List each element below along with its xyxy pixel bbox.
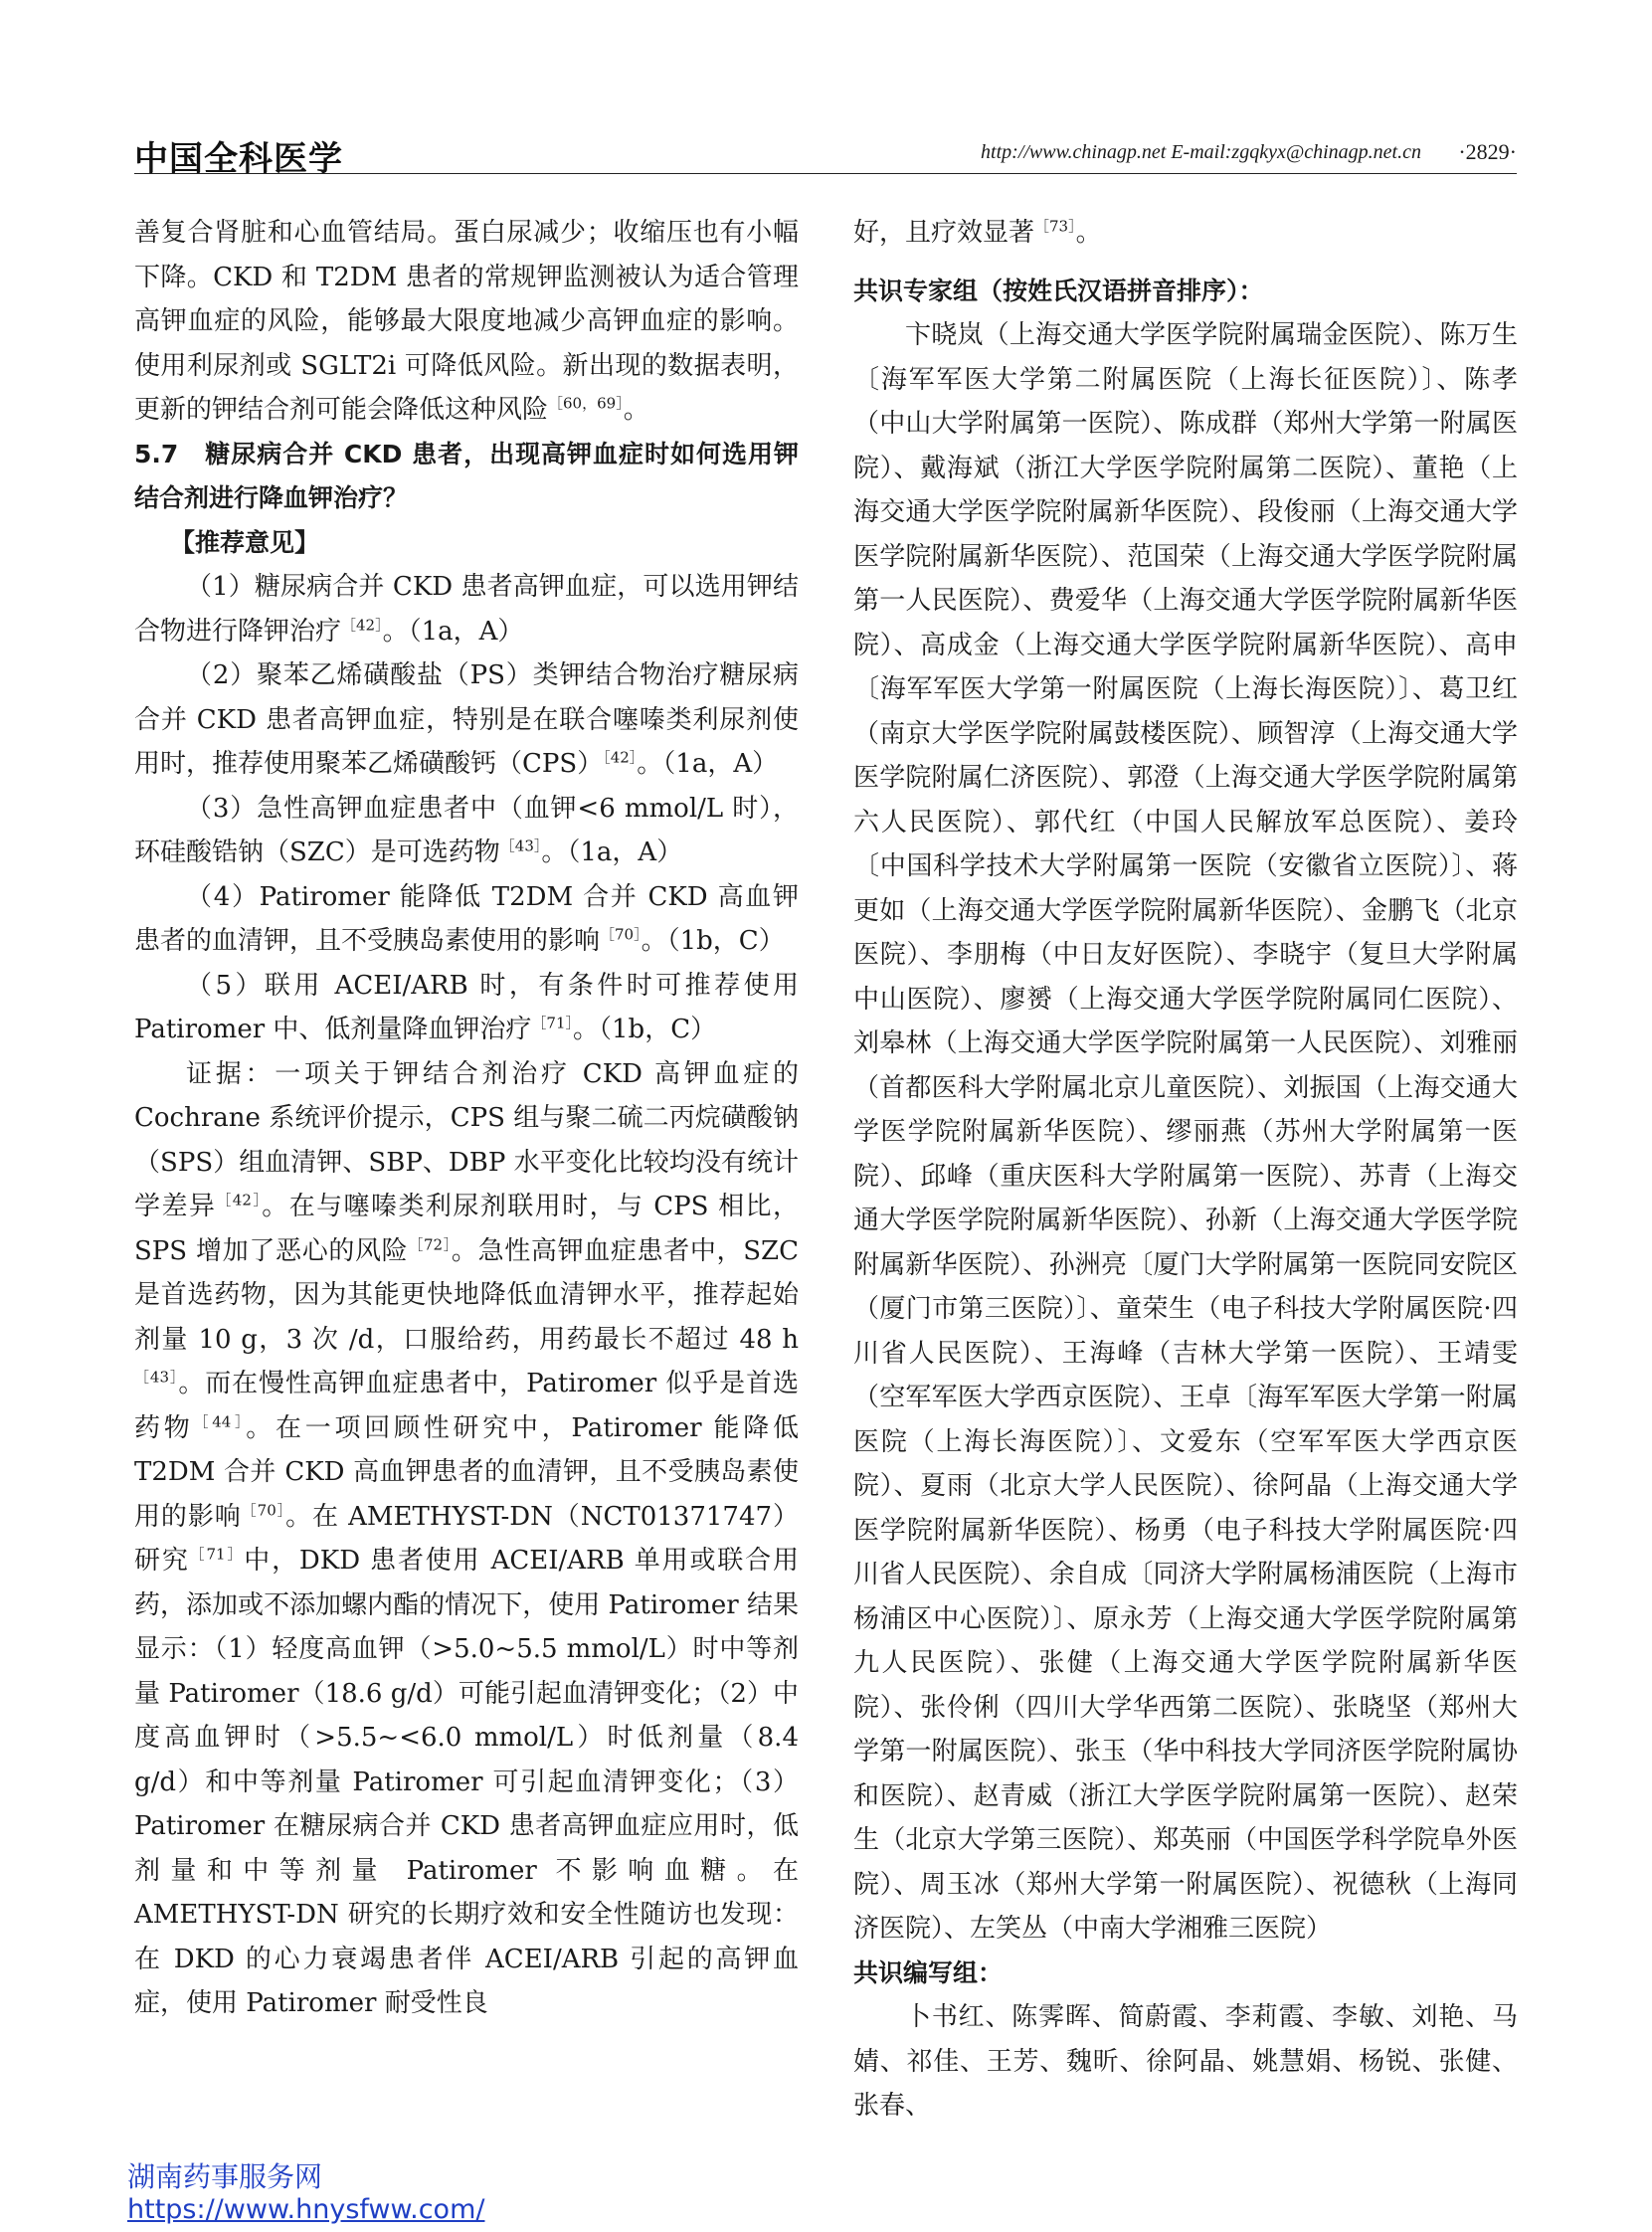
citation: ［71］ [531,1014,574,1032]
left-column [134,211,799,2026]
citation: ［70］ [241,1500,286,1519]
citation: ［44］ [193,1411,247,1430]
citation: ［73］ [1034,217,1076,236]
evidence-paragraph: 证据：一项关于钾结合剂治疗 CKD 高钾血症的 Cochrane 系统评价提示，CPS 组与聚二硫二丙烷磺酸钠（SPS）组血清钾、SBP、DBP 水平变化比较均没有统计学差异$^{[42]}$。在与噻嗪类利尿剂联用时，与 CPS 相比，SPS 增加了恶心的风险$^{[72]}$。急性高钾血症患者中，SZC 是首选药物，因为其能更快地降低血清钾水平，推荐起始剂量 10 g，3 次 /d，口服给药，用药最长不超过 48 $h^{[43]}$。而在慢性高钾血症患者中，Patiromer 似乎是首选药物$^{[44]}$。在一项回顾性研究中，Patiromer 能降低 T2DM 合并 CKD 高血钾患者的血清钾，且不受胰岛素使用的影响$^{[70]}$。在 AMETHYST-DN（NCT01371747）研究$^{[71]}$中，DKD 患者使用 ACEI/ARB 单用或联合用药，添加或不添加螺内酯的情况下，使用 Patiromer 结果显示：（1）轻度高血钾（>5.0~5.5 mmol/L）时中等剂量 Patiromer（18.6 g/d）可能引起血清钾变化；（2）中度高血钾时（>5.5~<6.0 mmol/L）时低剂量（8.4 g/d）和中等剂量 Patiromer 可引起血清钾变化；（3）Patiromer 在糖尿病合并 CKD 患者高钾血症应用时，低剂量和中等剂量 Patiromer 不影响血糖。在 AMETHYST-DN 研究的长期疗效和安全性随访也发现：在 DKD 的心力衰竭患者伴 ACEI/ARB 引起的高钾血症，使用 Patiromer 耐受性良 [134,1058,799,2018]
recommendation-3: （3）急性高钾血症患者中（血钾<6 mmol/L 时），环硅酸锆钠（SZC）是可选药物$^{[43]}$。（1a，A） [134,793,799,867]
citation: ［71］ [189,1545,245,1564]
spacer [853,256,1518,270]
writers-list: 卜书红、陈霁晖、简蔚霞、李莉霞、李敏、刘艳、马婧、祁佳、王芳、魏昕、徐阿晶、姚慧娟、杨锐、张健、张春、 [853,2002,1518,2121]
journal-title: 中国全科医学 [134,139,343,179]
paragraph-continued: 好，且疗效显著$^{[73]}$。 [853,217,1102,248]
citation: ［43］ [499,837,542,855]
recommendation-4: （4）Patiromer 能降低 T2DM 合并 CKD 高血钾患者的血清钾，且不受胰岛素使用的影响$^{[70]}$。（1b，C） [134,881,799,956]
page-header [134,127,1517,177]
watermark-site-name: 湖南药事服务网 [127,2160,323,2193]
citation: ［43］ [134,1368,179,1387]
writers-heading: 共识编写组： [853,1957,1004,1987]
header-rule [134,173,1517,174]
recommendation-2: （2）聚苯乙烯磺酸盐（PS）类钾结合物治疗糖尿病合并 CKD 患者高钾血症，特别是在联合噻嗪类利尿剂使用时，推荐使用聚苯乙烯磺酸钙（CPS）$^{[42]}$。（1a，A） [134,660,799,779]
watermark-footer [127,2160,484,2226]
recommendation-5: （5）联用 ACEI/ARB 时，有条件时可推荐使用 Patiromer 中、低剂量降血钾治疗$^{[71]}$。（1b，C） [134,970,799,1044]
journal-url-email: http://www.chinagp.net E-mail:zgqkyx@chinagp.net.cn [981,141,1421,163]
citation: ［42］ [341,615,383,634]
citation: ［42］ [216,1191,263,1209]
recommendation-heading: 【推荐意见】 [170,527,320,557]
section-heading-5-7: 5.7 糖尿病合并 CKD 患者，出现高钾血症时如何选用钾结合剂进行降血钾治疗？ [134,439,799,512]
page-number: ·2829· [1458,139,1517,164]
right-column [853,211,1518,2129]
experts-heading: 共识专家组（按姓氏汉语拼音排序）： [853,276,1264,305]
citation: ［42］ [603,748,638,767]
recommendation-1: （1）糖尿病合并 CKD 患者高钾血症，可以选用钾结合物进行降钾治疗$^{[42]}$。（1a，A） [134,572,799,647]
experts-list: 卞晓岚（上海交通大学医学院附属瑞金医院）、陈万生〔海军军医大学第二附属医院（上海长征医院）〕、陈孝（中山大学附属第一医院）、陈成群（郑州大学第一附属医院）、戴海斌（浙江大学医学院附属第二医院）、董艳（上海交通大学医学院附属新华医院）、段俊丽（上海交通大学医学院附属新华医院）、范国荣（上海交通大学医学院附属第一人民医院）、费爱华（上海交通大学医学院附属新华医院）、高成金（上海交通大学医学院附属新华医院）、高申〔海军军医大学第一附属医院（上海长海医院）〕、葛卫红（南京大学医学院附属鼓楼医院）、顾智淳（上海交通大学医学院附属仁济医院）、郭澄（上海交通大学医学院附属第六人民医院）、郭代红（中国人民解放军总医院）、姜玲〔中国科学技术大学附属第一医院（安徽省立医院）〕、蒋更如（上海交通大学医学院附属新华医院）、金鹏飞（北京医院）、李朋梅（中日友好医院）、李晓宇（复旦大学附属中山医院）、廖赟（上海交通大学医学院附属同仁医院）、刘皋林（上海交通大学医学院附属第一人民医院）、刘雅丽（首都医科大学附属北京儿童医院）、刘振国（上海交通大学医学院附属新华医院）、缪丽燕（苏州大学附属第一医院）、邱峰（重庆医科大学附属第一医院）、苏青（上海交通大学医学院附属新华医院）、孙新（上海交通大学医学院附属新华医院）、孙洲亮〔厦门大学附属第一医院同安院区（厦门市第三医院）〕、童荣生（电子科技大学附属医院·四川省人民医院）、王海峰（吉林大学第一医院）、王靖雯（空军军医大学西京医院）、王卓〔海军军医大学第一附属医院（上海长海医院）〕、文爱东（空军军医大学西京医院）、夏雨（北京大学人民医院）、徐阿晶（上海交通大学医学院附属新华医院）、杨勇（电子科技大学附属医院·四川省人民医院）、余自成〔同济大学附属杨浦医院（上海市杨浦区中心医院）〕、原永芳（上海交通大学医学院附属第九人民医院）、张健（上海交通大学医学院附属新华医院）、张伶俐（四川大学华西第二医院）、张晓坚（郑州大学第一附属医院）、张玉（华中科技大学同济医学院附属协和医院）、赵青威（浙江大学医学院附属第一医院）、赵荣生（北京大学第三医院）、郑英丽（中国医学科学院阜外医院）、周玉冰（郑州大学第一附属医院）、祝德秋（上海同济医院）、左笑丛（中南大学湘雅三医院） [853,320,1518,1944]
citation: ［72］ [408,1234,452,1253]
paragraph-continued: 善复合肾脏和心血管结局。蛋白尿减少；收缩压也有小幅下降。CKD 和 T2DM 患者的常规钾监测被认为适合管理高钾血症的风险，能够最大限度地减少高钾血症的影响。使用利尿剂或 SGLT2i 可降低风险。新出现的数据表明，更新的钾结合剂可能会降低这种风险$^{[60,69]}$。 [134,218,799,425]
citation: ［70］ [600,925,642,944]
citation: ［60，69］ [548,394,624,413]
watermark-site-url[interactable]: https://www.hnysfww.com/ [127,2194,485,2225]
